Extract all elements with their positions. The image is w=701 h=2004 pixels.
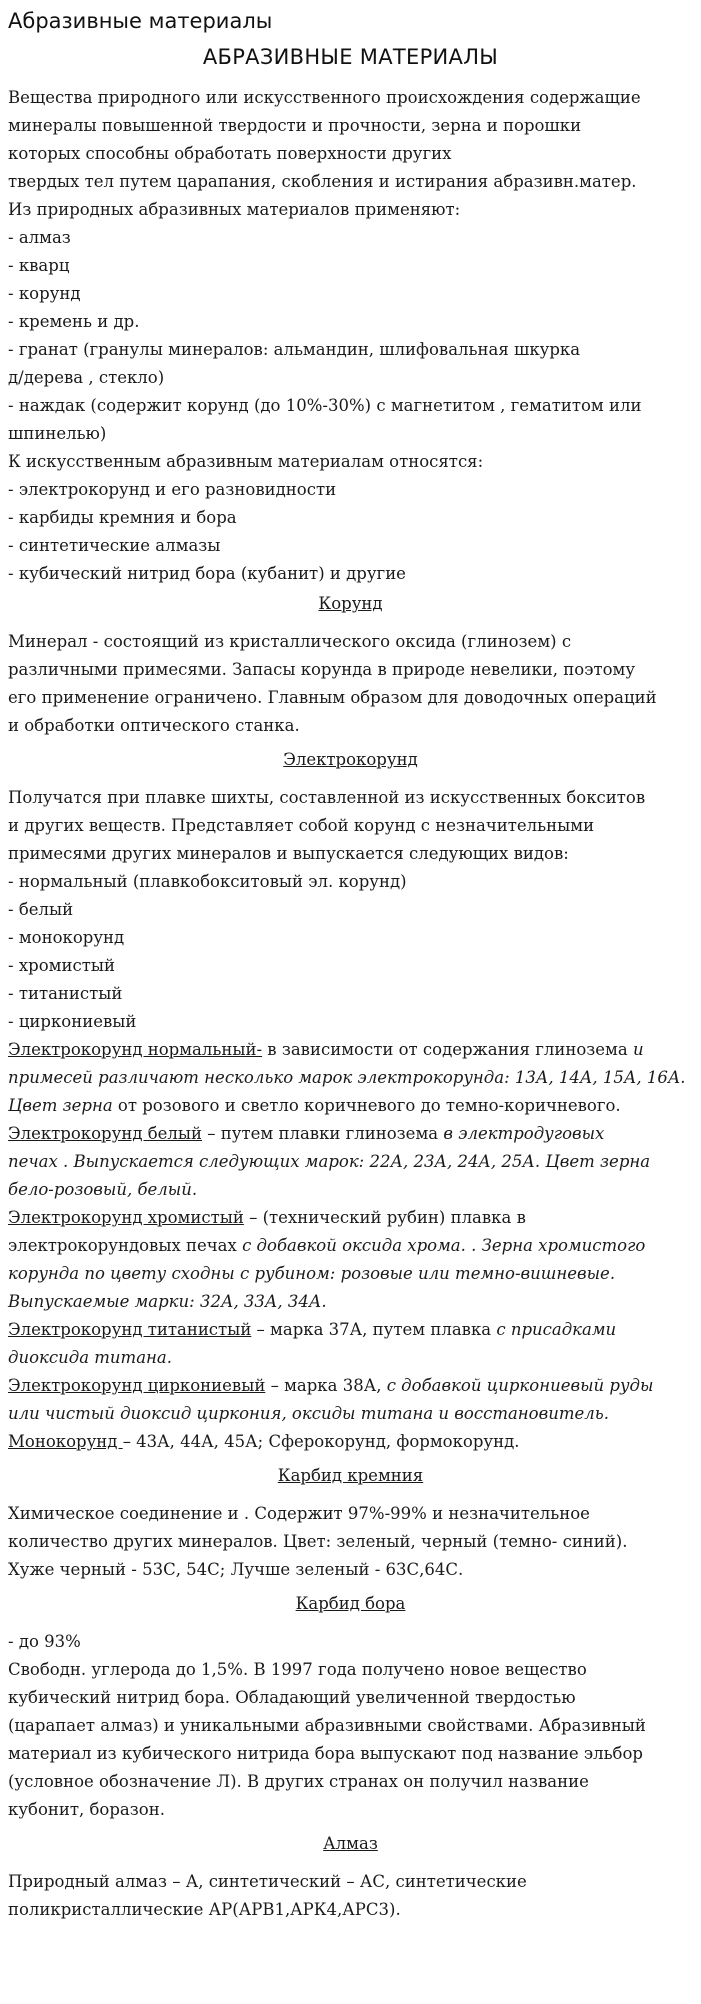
diamond-section	[8, 1868, 693, 1924]
list-item: - алмаз	[8, 228, 71, 247]
electrocorund-chrome-line	[8, 1204, 693, 1232]
list-item: - хромистый	[8, 956, 115, 975]
paragraph-line: примесями других минералов и выпускается следующих видов:	[8, 844, 569, 863]
paragraph-line: кубонит, боразон.	[8, 1800, 165, 1819]
list-item: - нормальный (плавкобокситовый эл. корунд)	[8, 872, 407, 891]
italic-line: Выпускаемые марки: 32А, 33А, 34А.	[8, 1292, 327, 1311]
list-item: шпинелью)	[8, 424, 107, 443]
term-label: Электрокорунд хромистый	[8, 1208, 244, 1227]
list-item: - циркониевый	[8, 1012, 137, 1031]
monocorund-line	[8, 1428, 693, 1456]
section-heading-corund: Корунд	[318, 594, 383, 613]
document-title: АБРАЗИВНЫЕ МАТЕРИАЛЫ	[202, 45, 499, 69]
paragraph-line: и обработки оптического станка.	[8, 716, 300, 735]
text-fragment: – марка 38А,	[265, 1376, 387, 1395]
carbide-boron-section	[8, 1628, 693, 1824]
list-item: - гранат (гранулы минералов: альмандин, шлифовальная шкурка	[8, 340, 581, 359]
intro-line: которых способны обработать поверхности других	[8, 144, 452, 163]
carbide-silicon-section	[8, 1500, 693, 1584]
electrocorund-normal-line	[8, 1036, 693, 1064]
italic-line: примесей различают несколько марок электрокорунда: 13А, 14А, 15А, 16А.	[8, 1068, 686, 1087]
paragraph-line: Минерал - состоящий из кристаллического оксида (глинозем) с	[8, 632, 572, 651]
intro-line: К искусственным абразивным материалам относятся:	[8, 452, 484, 471]
italic-line: или чистый диоксид циркония, оксиды титана и восстановитель.	[8, 1404, 609, 1423]
section-heading-carbide-boron: Карбид бора	[295, 1594, 406, 1613]
text-fragment: электрокорундовых печах	[8, 1236, 243, 1255]
electrocorund-chrome-line-2	[8, 1232, 693, 1260]
term-label: Электрокорунд циркониевый	[8, 1376, 266, 1395]
corund-section	[8, 628, 693, 740]
paragraph-line: Природный алмаз – А, синтетический – АС, синтетические	[8, 1872, 527, 1891]
paragraph-line: поликристаллические АР(АРВ1,АРК4,АРС3).	[8, 1900, 401, 1919]
list-item: - кубический нитрид бора (кубанит) и другие	[8, 564, 406, 583]
paragraph-line: - до 93%	[8, 1632, 81, 1651]
intro-line: твердых тел путем царапания, скобления и истирания абразивн.матер.	[8, 172, 637, 191]
section-heading-diamond: Алмаз	[323, 1834, 378, 1853]
list-item: - титанистый	[8, 984, 123, 1003]
italic-line: печах . Выпускается следующих марок: 22А, 23А, 24А, 25А. Цвет зерна	[8, 1152, 651, 1171]
intro-line: Из природных абразивных материалов применяют:	[8, 200, 461, 219]
list-item: - белый	[8, 900, 74, 919]
list-item: - наждак (содержит корунд (до 10%-30%) с магнетитом , гематитом или	[8, 396, 642, 415]
list-item: д/дерева , стекло)	[8, 368, 165, 387]
term-label: Электрокорунд нормальный-	[8, 1040, 263, 1059]
term-label: Электрокорунд титанистый	[8, 1320, 252, 1339]
list-item: - монокорунд	[8, 928, 125, 947]
paragraph-line: материал из кубического нитрида бора выпускают под название эльбор	[8, 1744, 643, 1763]
intro-line: Вещества природного или искусственного происхождения содержащие	[8, 88, 641, 107]
paragraph-line: его применение ограничено. Главным образом для доводочных операций	[8, 688, 657, 707]
text-fragment: – путем плавки глинозема	[202, 1124, 444, 1143]
term-label: Электрокорунд белый	[8, 1124, 203, 1143]
italic-line: бело-розовый, белый.	[8, 1180, 198, 1199]
list-item: - карбиды кремния и бора	[8, 508, 237, 527]
paragraph-line: Хуже черный - 53С, 54С; Лучше зеленый - 63С,64С.	[8, 1560, 464, 1579]
italic-fragment: и	[632, 1040, 644, 1059]
term-label: Монокорунд	[8, 1432, 123, 1451]
text-fragment: – 43А, 44А, 45А; Сферокорунд, формокорунд.	[122, 1432, 520, 1451]
electrocorund-zirc-line	[8, 1372, 693, 1400]
electrocorund-normal-color-line	[8, 1092, 693, 1120]
list-item: - кремень и др.	[8, 312, 140, 331]
italic-line: корунда по цвету сходны с рубином: розовые или темно-вишневые.	[8, 1264, 616, 1283]
electrocorund-white-line	[8, 1120, 693, 1148]
paragraph-line: Получатся при плавке шихты, составленной из искусственных бокситов	[8, 788, 646, 807]
section-heading-electrocorund: Электрокорунд	[283, 750, 418, 769]
page-title: Абразивные материалы	[8, 9, 273, 33]
list-item: - электрокорунд и его разновидности	[8, 480, 337, 499]
italic-fragment: Цвет зерна	[8, 1096, 113, 1115]
paragraph-line: Свободн. углерода до 1,5%. В 1997 года получено новое вещество	[8, 1660, 587, 1679]
italic-fragment: в электродуговых	[443, 1124, 605, 1143]
italic-line: диоксида титана.	[8, 1348, 172, 1367]
paragraph-line: (условное обозначение Л). В других странах он получил название	[8, 1772, 589, 1791]
paragraph-line: кубический нитрид бора. Обладающий увеличенной твердостью	[8, 1688, 576, 1707]
paragraph-line: различными примесями. Запасы корунда в природе невелики, поэтому	[8, 660, 636, 679]
list-item: - синтетические алмазы	[8, 536, 221, 555]
italic-fragment: с присадками	[496, 1320, 617, 1339]
text-fragment: в зависимости от содержания глинозема	[262, 1040, 633, 1059]
paragraph-line: и других веществ. Представляет собой корунд с незначительными	[8, 816, 595, 835]
italic-fragment: с добавкой оксида хрома. . Зерна хромистого	[242, 1236, 646, 1255]
text-fragment: от розового и светло коричневого до темно-коричневого.	[112, 1096, 621, 1115]
electrocorund-titan-line	[8, 1316, 693, 1344]
section-heading-carbide-silicon: Карбид кремния	[277, 1466, 424, 1485]
paragraph-line: количество других минералов. Цвет: зеленый, черный (темно- синий).	[8, 1532, 628, 1551]
text-fragment: – марка 37А, путем плавка	[251, 1320, 497, 1339]
italic-fragment: с добавкой циркониевый руды	[386, 1376, 654, 1395]
text-fragment: – (технический рубин) плавка в	[243, 1208, 526, 1227]
intro-line: минералы повышенной твердости и прочности, зерна и порошки	[8, 116, 582, 135]
intro-section	[8, 84, 693, 588]
electrocorund-section	[8, 784, 693, 1456]
list-item: - корунд	[8, 284, 81, 303]
list-item: - кварц	[8, 256, 70, 275]
paragraph-line: Химическое соединение и . Содержит 97%-99% и незначительное	[8, 1504, 590, 1523]
paragraph-line: (царапает алмаз) и уникальными абразивными свойствами. Абразивный	[8, 1716, 646, 1735]
